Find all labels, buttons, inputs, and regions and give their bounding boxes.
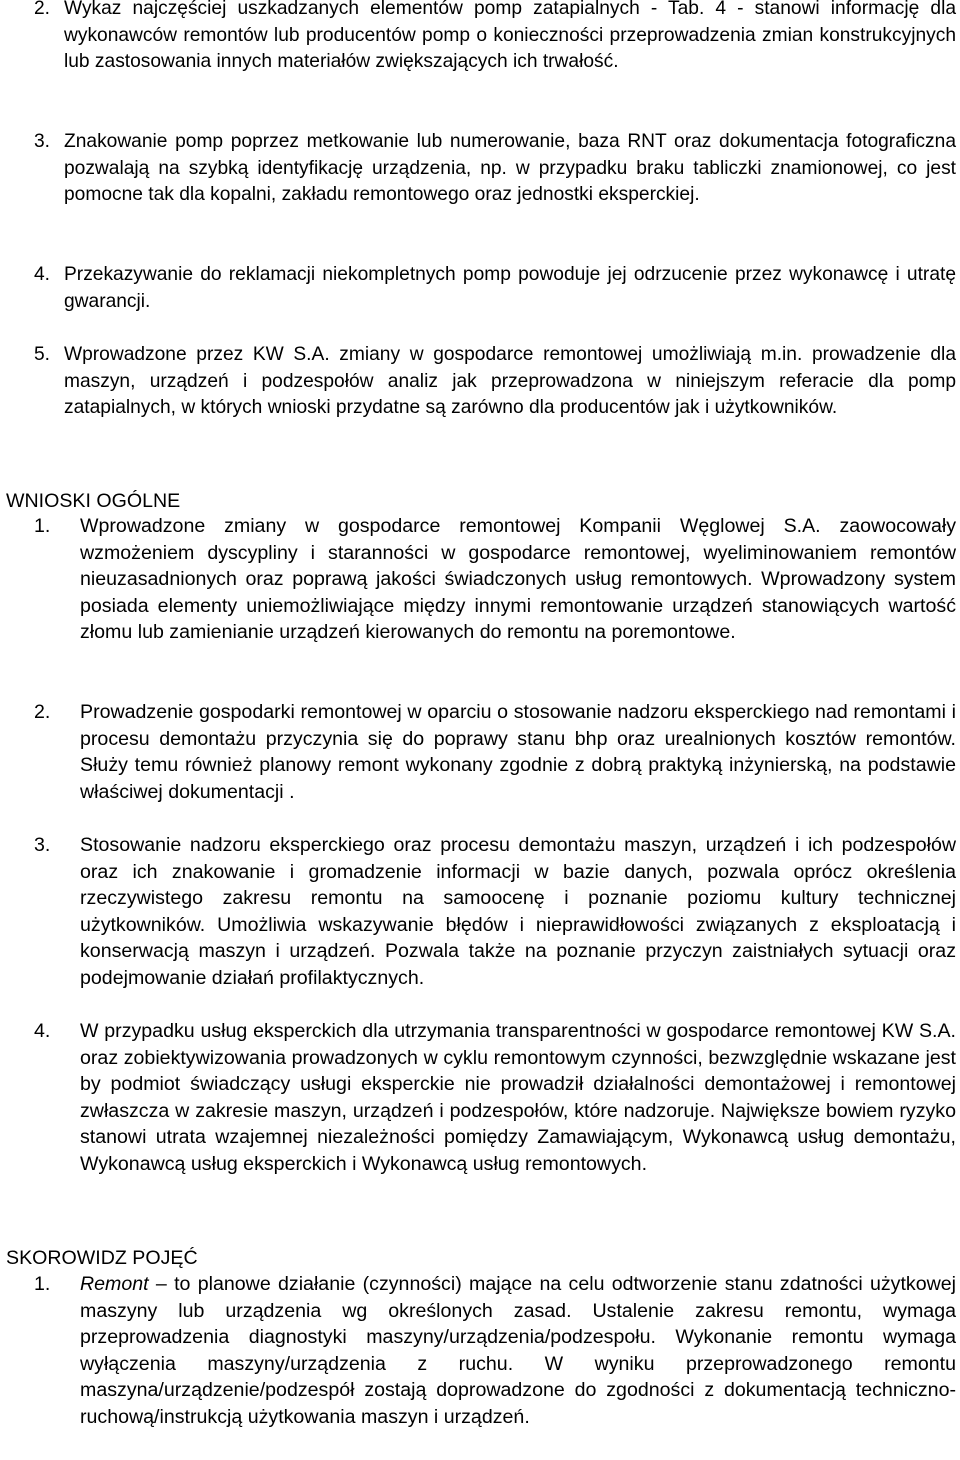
item-number: 3. xyxy=(34,131,51,152)
glossary-term: Remont xyxy=(80,1273,149,1295)
conclusion-item xyxy=(0,513,960,646)
list-item xyxy=(0,342,960,422)
item-number: 3. xyxy=(34,834,51,856)
conclusion-item xyxy=(0,699,960,805)
item-text: W przypadku usług eksperckich dla utrzymania transparentności w gospodarce remontowej KW S.A. oraz zobiektywizowania prowadzonych w cyklu remontowym czynności, bezwzględnie wskazane jest by podmiot świadczący usługi eksperckie nie prowadził działalności demontażowej i remontowej zwłaszcza w zakresie maszyn, urządzeń i podzespołów, które nadzoruje. Największe bowiem ryzyko stanowi utrata wzajemnej niezależności pomiędzy Zamawiającym, Wykonawcą usług demontażu, Wykonawcą usług eksperckich i Wykonawcą usług remontowych. xyxy=(80,1020,956,1175)
list-item xyxy=(0,0,960,76)
term-dash: – xyxy=(155,1273,167,1295)
item-number: 4. xyxy=(34,1020,51,1042)
term-definition: to planowe działanie (czynności) mające na celu odtworzenie stanu zdatności użytkowej maszyny lub urządzenia wg określonych zasad. Ustalenie zakresu remontu, wymaga przeprowadzenia diagnostyki maszyny/urządzenia/podzespołu. Wykonanie remontu wymaga wyłączenia maszyny/urządzenia z ruchu. W wyniku przeprowadzonego remontu maszyna/urządzenie/podzespół zostają doprowadzone do zgodności z dokumentacją techniczno-ruchową/instrukcją użytkowania maszyn i urządzeń. xyxy=(80,1273,956,1428)
list-item xyxy=(0,129,960,209)
item-text: Wprowadzone zmiany w gospodarce remontowej Kompanii Węglowej S.A. zaowocowały wzmożeniem dyscypliny i staranności w gospodarce remontowej, wyeliminowaniem remontów nieuzasadnionych oraz poprawą jakości świadczonych usług remontowych. Wprowadzony system posiada elementy uniemożliwiające między innymi remontowanie urządzeń stanowiących wartość złomu lub zamienianie urządzeń kierowanych do remontu na poremontowe. xyxy=(80,515,956,644)
item-number: 2. xyxy=(34,701,51,723)
item-text: Prowadzenie gospodarki remontowej w oparciu o stosowanie nadzoru eksperckiego nad remontami i procesu demontażu przyczynia się do poprawy stanu bhp oraz urealnionych kosztów remontów. Służy temu również planowy remont wykonany zgodnie z dobrą praktyką inżynierską, na podstawie właściwej dokumentacji . xyxy=(80,701,956,803)
conclusion-item xyxy=(0,832,960,992)
item-number: 1. xyxy=(34,1273,51,1295)
item-number: 4. xyxy=(34,264,51,285)
item-text: Przekazywanie do reklamacji niekompletnych pomp powoduje jej odrzucenie przez wykonawcę i utratę gwarancji. xyxy=(64,264,956,312)
item-text: Wykaz najczęściej uszkadzanych elementów pomp zatapialnych - Tab. 4 - stanowi informację dla wykonawców remontów lub producentów pomp o konieczności przeprowadzenia zmian konstrukcyjnych lub zastosowania innych materiałów zwiększających ich trwałość. xyxy=(64,0,956,73)
glossary-item xyxy=(0,1271,960,1431)
item-text: Wprowadzone przez KW S.A. zmiany w gospodarce remontowej umożliwiają m.in. prowadzenie dla maszyn, urządzeń i podzespołów analiz jak przeprowadzona w niniejszym referacie dla pomp zatapialnych, w których wnioski przydatne są zarówno dla producentów jak i użytkowników. xyxy=(64,344,956,419)
item-text: Stosowanie nadzoru eksperckiego oraz procesu demontażu maszyn, urządzeń i ich podzespołów oraz ich znakowanie i gromadzenie informacji w bazie danych, pozwala oprócz określenia rzeczywistego zakresu remontu na samoocenę i poznanie poziomu kultury technicznej użytkowników. Umożliwia wskazywanie błędów i nieprawidłowości związanych z eksploatacją i konserwacją maszyn i urządzeń. Pozwala także na poznanie przyczyn zaistniałych sytuacji oraz podejmowanie działań profilaktycznych. xyxy=(80,834,956,989)
item-text xyxy=(80,1271,956,1431)
section-heading: SKOROWIDZ POJĘĆ xyxy=(6,1247,198,1269)
item-number: 5. xyxy=(34,344,51,365)
item-text: Znakowanie pomp poprzez metkowanie lub numerowanie, baza RNT oraz dokumentacja fotograficzna pozwalają na szybką identyfikację urządzenia, np. w przypadku braku tabliczki znamionowej, co jest pomocne tak dla kopalni, zakładu remontowego oraz jednostki eksperckiej. xyxy=(64,131,956,206)
conclusion-item xyxy=(0,1018,960,1178)
list-item xyxy=(0,262,960,315)
item-number: 2. xyxy=(34,0,51,19)
section-heading: WNIOSKI OGÓLNE xyxy=(6,490,181,512)
item-number: 1. xyxy=(34,515,51,537)
